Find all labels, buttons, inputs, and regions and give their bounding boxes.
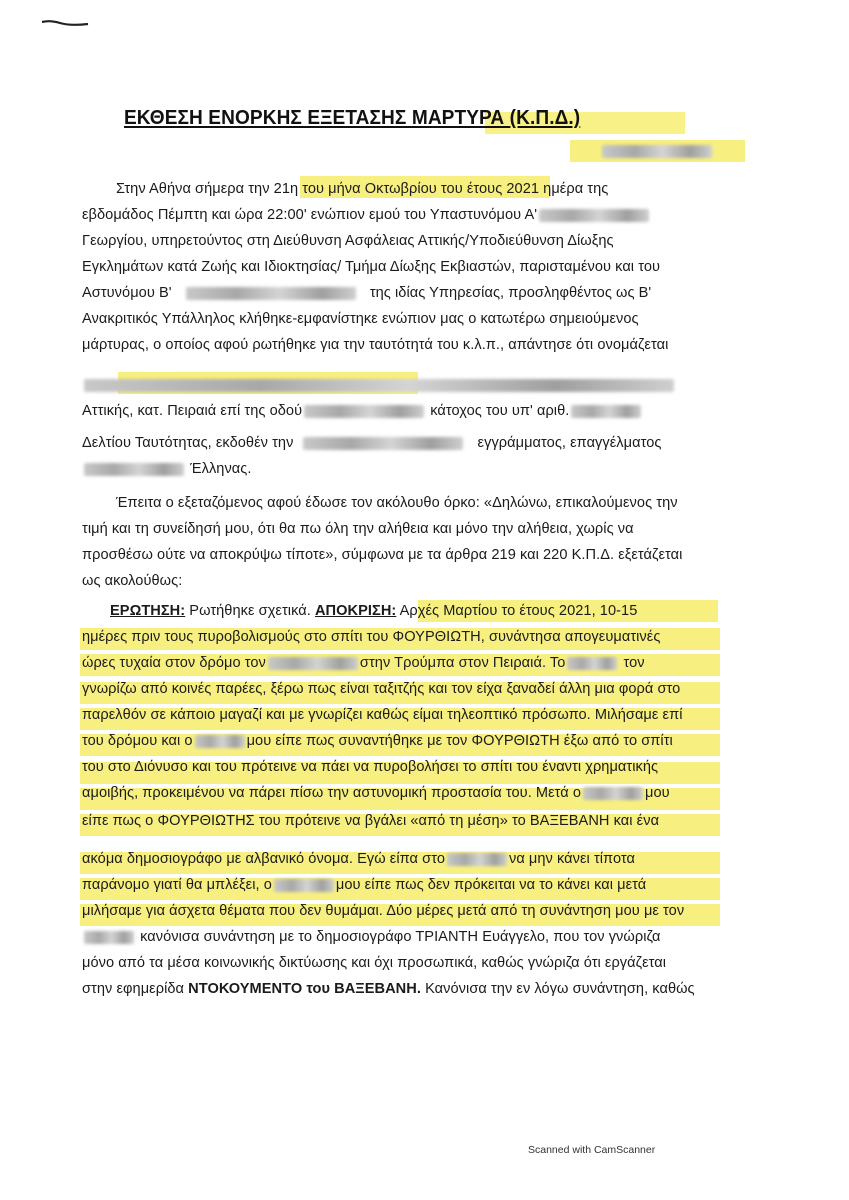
redacted-person-6: [84, 931, 134, 944]
p2-line-2: τιμή και τη συνείδησή μου, ότι θα πω όλη την αλήθεια και μόνο την αλήθεια, χωρίς να: [82, 521, 634, 537]
p3-line-6: του δρόμου και ο μου είπε πως συναντήθηκε με τον ΦΟΥΡΘΙΩΤΗ έξω από το σπίτι: [82, 733, 673, 749]
p3-line-7: του στο Διόνυσο και του πρότεινε να πάει να πυροβολήσει το σπίτι του έναντι χρηματικής: [82, 759, 659, 775]
redacted-street: [268, 657, 358, 670]
p1-line-6: Ανακριτικός Υπάλληλος κλήθηκε-εμφανίστηκε ενώπιον μας ο κατωτέρω σημειούμενος: [82, 311, 639, 327]
p1-line-4: Εγκλημάτων κατά Ζωής και Ιδιοκτησίας/ Τμήμα Δίωξης Εκβιαστών, παρισταμένου και του: [82, 259, 661, 275]
p3-line-11: παράνομο γιατί θα μπλέξει, ο μου είπε πως δεν πρόκειται να το κάνει και μετά: [82, 877, 647, 893]
p3-line-5: παρελθόν σε κάποιο μαγαζί και με γνωρίζει καθώς είμαι τηλεοπτικό πρόσωπο. Μιλήσαμε επί: [82, 707, 683, 723]
redacted-id-number: [571, 405, 641, 418]
p3-line-14: μόνο από τα μέσα κοινωνικής δικτύωσης και όχι προσωπικά, καθώς γνώριζα ότι εργάζεται: [82, 955, 667, 971]
p2-line-1: Έπειτα ο εξεταζόμενος αφού έδωσε τον ακόλουθο όρκο: «Δηλώνω, επικαλούμενος την: [116, 495, 678, 511]
p3-line-15: στην εφημερίδα ΝΤΟΚΟΥΜΕΝΤΟ του ΒΑΞΕΒΑΝΗ. Κανόνισα την εν λόγω συνάντηση, καθώς: [82, 981, 695, 997]
p3-line-8: αμοιβής, προκειμένου να πάρει πίσω την αστυνομική προστασία του. Μετά ο μου: [82, 785, 670, 801]
redacted-person-1: [567, 657, 617, 670]
p3-line-9: είπε πως ο ΦΟΥΡΘΙΩΤΗΣ του πρότεινε να βγάλει «από τη μέση» το ΒΑΞΕΒΑΝΗ και ένα: [82, 813, 660, 829]
p3-line-13: κανόνισα συνάντηση με το δημοσιογράφο ΤΡΙΑΝΤΗ Ευάγγελο, που τον γνώριζα: [82, 924, 682, 950]
p3-line-1: ΕΡΩΤΗΣΗ: Ρωτήθηκε σχετικά. ΑΠΟΚΡΙΣΗ: Αρχές Μαρτίου το έτους 2021, 10-15: [110, 603, 638, 619]
p1-line-3: Γεωργίου, υπηρετούντος στη Διεύθυνση Ασφάλειας Αττικής/Υποδιεύθυνση Δίωξης: [82, 233, 614, 249]
p1-line-2: εβδομάδος Πέμπτη και ώρα 22:00' ενώπιον εμού του Υπαστυνόμου Α': [82, 202, 682, 228]
scanner-footer: Scanned with CamScanner: [528, 1144, 656, 1156]
redacted-address: [304, 405, 424, 418]
p1-line-8: [82, 372, 682, 398]
p3-line-3: ώρες τυχαία στον δρόμο τον στην Τρούμπα στον Πειραιά. Το τον: [82, 655, 645, 671]
document-title: ΕΚΘΕΣΗ ΕΝΟΡΚΗΣ ΕΞΕΤΑΣΗΣ ΜΑΡΤΥΡΑ (Κ.Π.Δ.): [124, 106, 581, 129]
p1-line-7: μάρτυρας, ο οποίος αφού ρωτήθηκε για την ταυτότητά του κ.λ.π., απάντησε ότι ονομάζεται: [82, 337, 669, 353]
redacted-person-2: [195, 735, 245, 748]
redacted-issue-date: [303, 437, 463, 450]
redacted-person-5: [274, 879, 334, 892]
p1-line-5: Αστυνόμου Β' της ιδίας Υπηρεσίας, προσληφθέντος ως Β': [82, 285, 652, 301]
p2-line-3: προσθέσω ούτε να αποκρύψω τίποτε», σύμφωνα με τα άρθρα 219 και 220 Κ.Π.Δ. εξετάζεται: [82, 547, 683, 563]
p1-line-11: Έλληνας.: [82, 456, 682, 482]
redacted-officer: [186, 287, 356, 300]
p1-line-9: Αττικής, κατ. Πειραιά επί της οδού κάτοχος του υπ' αριθ.: [82, 398, 682, 424]
scan-artifact-mark: [40, 18, 90, 28]
p3-line-2: ημέρες πριν τους πυροβολισμούς στο σπίτι του ΦΟΥΡΘΙΩΤΗ, συνάντησα απογευματινές: [82, 629, 661, 645]
redacted-witness-identity: [84, 379, 674, 392]
redacted-person-3: [583, 787, 643, 800]
p2-line-4: ως ακολούθως:: [82, 573, 183, 589]
p3-line-12: μιλήσαμε για άσχετα θέματα που δεν θυμάμαι. Δύο μέρες μετά από τη συνάντηση μου με τον: [82, 903, 685, 919]
redacted-profession: [84, 463, 184, 476]
p1-line-1: Στην Αθήνα σήμερα την 21η του μήνα Οκτωβρίου του έτους 2021 ημέρα της: [116, 181, 609, 197]
redacted-name: [539, 209, 649, 222]
p1-line-10: Δελτίου Ταυτότητας, εκδοθέν την εγγράμματος, επαγγέλματος: [82, 435, 662, 451]
reference-number-redacted: [590, 142, 740, 160]
redacted-person-4: [447, 853, 507, 866]
p3-line-10: ακόμα δημοσιογράφο με αλβανικό όνομα. Εγώ είπα στο να μην κάνει τίποτα: [82, 851, 636, 867]
p3-line-4: γνωρίζω από κοινές παρέες, ξέρω πως είναι ταξιτζής και τον είχα ξαναδεί άλλη μια φορά στο: [82, 681, 681, 697]
